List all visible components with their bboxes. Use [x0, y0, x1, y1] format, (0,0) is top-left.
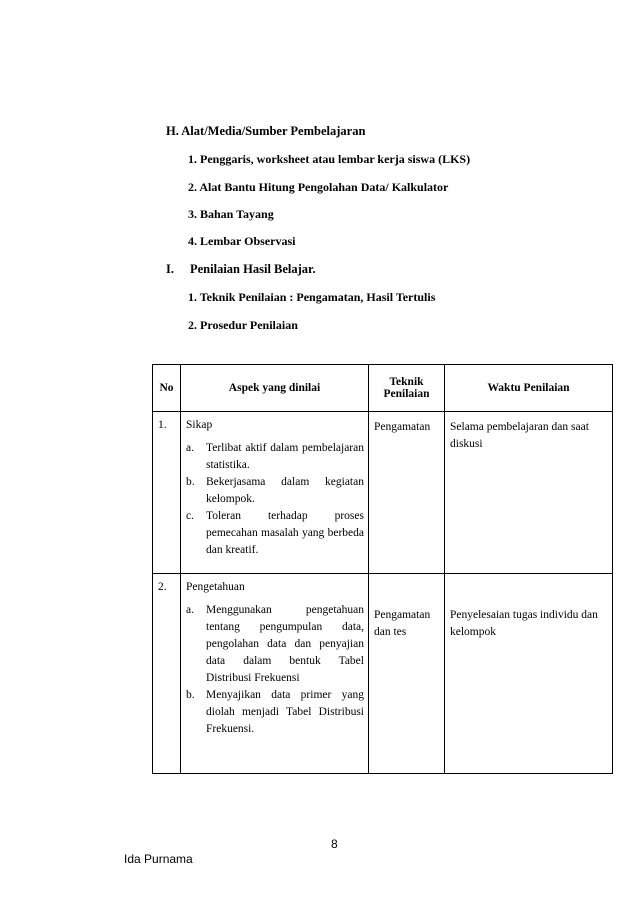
aspect-point — [186, 508, 364, 559]
aspect-category: Sikap — [186, 419, 213, 431]
point-marker: a. — [186, 442, 194, 454]
aspect-points — [186, 602, 364, 738]
table-row — [153, 574, 613, 774]
aspect-points — [186, 440, 364, 559]
assessment-table — [152, 364, 613, 774]
header-waktu: Waktu Penilaian — [445, 365, 613, 412]
header-teknik-line1: Teknik — [389, 376, 424, 388]
section-i-item-2: 2. Prosedur Penilaian — [188, 318, 298, 332]
table-row — [153, 412, 613, 574]
section-h-title: H. Alat/Media/Sumber Pembelajaran — [166, 124, 366, 138]
technique-cell: Pengamatan — [369, 412, 445, 574]
aspect-cell — [181, 412, 369, 574]
point-marker: b. — [186, 476, 195, 488]
point-text: Bekerjasama dalam kegiatan kelompok. — [206, 476, 364, 505]
point-text: Menggunakan pengetahuan tentang pengumpulan data, pengolahan data dan penyajian data dalam bentuk Tabel Distribusi Frekuensi — [206, 604, 364, 684]
point-text: Toleran terhadap proses pemecahan masalah yang berbeda dan kreatif. — [206, 510, 364, 556]
table-header-row — [153, 365, 613, 412]
technique-cell: Pengamatan dan tes — [369, 574, 445, 774]
page-number: 8 — [331, 837, 338, 851]
section-h-item-3: 3. Bahan Tayang — [188, 207, 274, 221]
section-h-item-1: 1. Penggaris, worksheet atau lembar kerja siswa (LKS) — [188, 152, 471, 166]
header-teknik-line2: Penilaian — [383, 388, 430, 400]
aspect-point — [186, 474, 364, 508]
aspect-point — [186, 440, 364, 474]
aspect-cell — [181, 574, 369, 774]
time-cell: Selama pembelajaran dan saat diskusi — [445, 412, 613, 574]
section-i-title: Penilaian Hasil Belajar. — [190, 262, 316, 276]
aspect-category: Pengetahuan — [186, 581, 245, 593]
header-aspek: Aspek yang dinilai — [181, 365, 369, 412]
section-i-item-1: 1. Teknik Penilaian : Pengamatan, Hasil Tertulis — [188, 290, 436, 304]
section-h-item-2: 2. Alat Bantu Hitung Pengolahan Data/ Kalkulator — [188, 180, 449, 194]
point-text: Terlibat aktif dalam pembelajaran statistika. — [206, 442, 364, 471]
author-name: Ida Purnama — [124, 852, 193, 866]
row-number: 2. — [153, 574, 181, 774]
point-marker: b. — [186, 689, 195, 701]
header-no: No — [153, 365, 181, 412]
point-marker: a. — [186, 604, 194, 616]
header-teknik — [369, 365, 445, 412]
point-marker: c. — [186, 510, 194, 522]
time-cell: Penyelesaian tugas individu dan kelompok — [445, 574, 613, 774]
aspect-point — [186, 602, 364, 687]
aspect-point — [186, 687, 364, 738]
point-text: Menyajikan data primer yang diolah menjadi Tabel Distribusi Frekuensi. — [206, 689, 364, 735]
section-i-marker: I. — [166, 262, 174, 276]
section-h-item-4: 4. Lembar Observasi — [188, 234, 296, 248]
row-number: 1. — [153, 412, 181, 574]
